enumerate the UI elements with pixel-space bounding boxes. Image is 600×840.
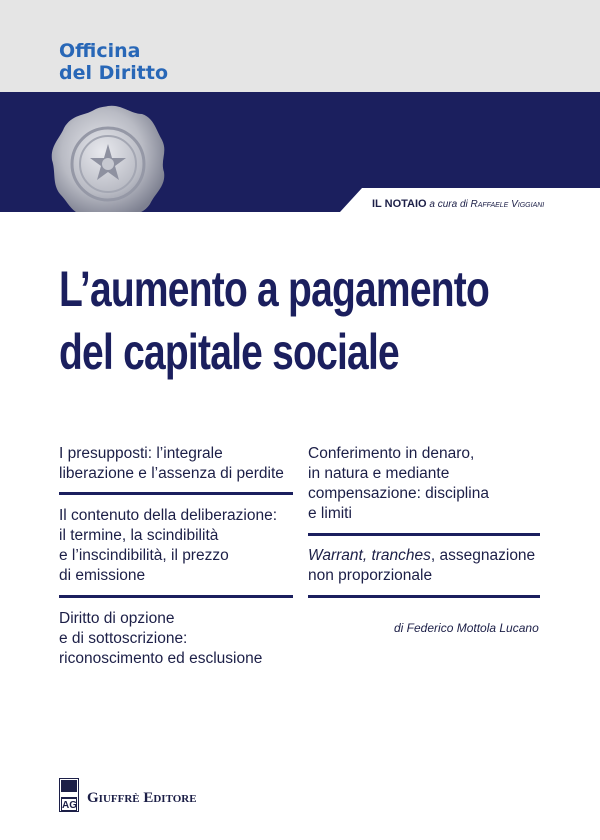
topic-line: di emissione [59,567,146,584]
series-title [59,40,168,84]
topic-line: riconoscimento ed esclusione [59,650,263,667]
divider-rule [59,492,293,495]
topic-line: I presupposti: l’integrale [59,445,223,462]
collection-tab-shape [0,92,600,212]
topic-line: Conferimento in denaro, [308,445,475,462]
topic-right-1 [308,444,489,524]
topic-line: in natura e mediante [308,465,450,482]
publisher-name: Giuffrè Editore [87,790,197,806]
topic-italic: Warrant, tranches [308,547,431,564]
topic-left-1 [59,444,284,484]
publisher-logo-text: AG [62,800,77,811]
topic-left-3 [59,609,262,669]
topic-line [308,546,535,566]
topic-text: , assegnazione [430,547,536,564]
topic-left-2 [59,506,277,586]
topic-line: il termine, la scindibilità [59,527,219,544]
book-title-line1: L’aumento a pagamento [59,261,490,317]
topic-line: e limiti [308,505,352,522]
book-title [59,258,490,384]
divider-rule [308,595,540,598]
topic-right-2 [308,546,535,586]
topic-line: e di sottoscrizione: [59,630,188,647]
topic-line: e l’inscindibilità, il prezzo [59,547,229,564]
series-title-line1: Officina [59,40,141,62]
collection-name: IL NOTAIO [372,198,427,210]
series-title-line2: del Diritto [59,62,168,84]
topic-line: compensazione: disciplina [308,485,489,502]
divider-rule [59,595,293,598]
publisher-logo-icon [59,778,79,812]
topic-line: Il contenuto della deliberazione: [59,507,278,524]
collection-line [372,198,544,210]
navy-band [0,92,600,212]
topic-line: Diritto di opzione [59,610,175,627]
author: di Federico Mottola Lucano [394,621,539,635]
collection-editor: Raffaele Viggiani [470,199,545,210]
book-title-line2: del capitale sociale [59,324,399,380]
curated-by: a cura di [429,199,468,210]
divider-rule [308,533,540,536]
topic-line: non proporzionale [308,567,433,584]
topic-line: liberazione e l’assenza di perdite [59,465,284,482]
